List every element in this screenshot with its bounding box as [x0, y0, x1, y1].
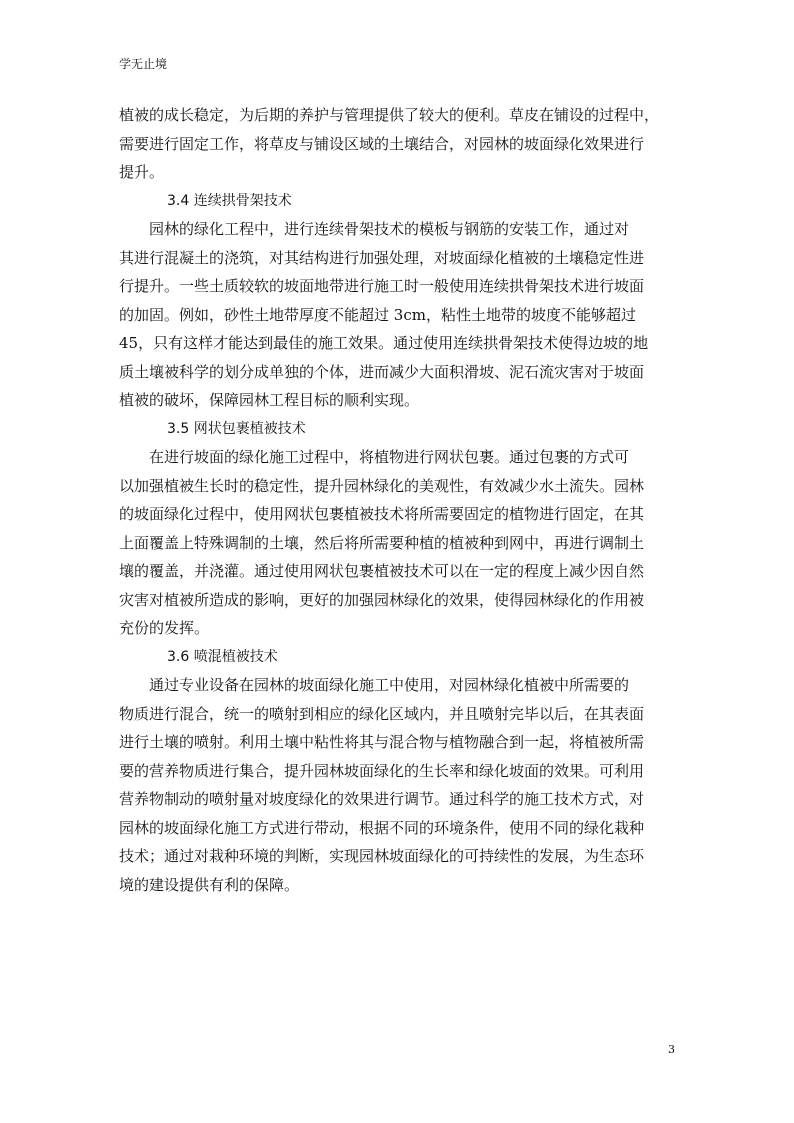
text-line: 进行土壤的喷射。利用土壤中粘性将其与混合物与植物融合到一起，将植被所需	[119, 733, 645, 751]
text-line: 45，只有这样才能达到最佳的施工效果。通过使用连续拱骨架技术使得边坡的地	[119, 334, 649, 352]
page-header: 学无止境	[119, 57, 168, 71]
text-line: 的坡面绿化过程中，使用网状包裹植被技术将所需要固定的植物进行固定，在其	[119, 505, 645, 523]
text-line: 植被的成长稳定，为后期的养护与管理提供了较大的便利。草皮在铺设的过程中，	[119, 106, 660, 124]
text-line: 通过专业设备在园林的坡面绿化施工中使用，对园林绿化植被中所需要的	[149, 676, 630, 694]
text-line: 园林的绿化工程中，进行连续骨架技术的模板与钢筋的安装工作，通过对	[149, 220, 630, 238]
text-line: 在进行坡面的绿化施工过程中，将植物进行网状包裹。通过包裹的方式可	[149, 448, 630, 466]
text-line: 其进行混凝土的浇筑，对其结构进行加强处理，对坡面绿化植被的土壤稳定性进	[119, 248, 645, 267]
section-heading: 3.5 网状包裹植被技术	[167, 420, 306, 437]
text-line: 质土壤被科学的划分成单独的个体，进而减少大面积滑坡、泥石流灾害对于坡面	[119, 362, 645, 381]
text-line: 以加强植被生长时的稳定性，提升园林绿化的美观性，有效减少水土流失。园林	[119, 476, 645, 495]
text-line: 壤的覆盖，并浇灌。通过使用网状包裹植被技术可以在一定的程度上减少因自然	[119, 562, 645, 580]
section-heading: 3.6 喷混植被技术	[167, 648, 278, 665]
text-line: 行提升。一些土质较软的坡面地带进行施工时一般使用连续拱骨架技术进行坡面	[119, 277, 645, 295]
document-body	[119, 101, 679, 899]
section-heading: 3.4 连续拱骨架技术	[167, 192, 292, 209]
text-line: 园林的坡面绿化施工方式进行带动，根据不同的环境条件，使用不同的绿化栽种	[119, 818, 645, 837]
text-line: 上面覆盖上特殊调制的土壤，然后将所需要种植的植被种到网中，再进行调制土	[119, 533, 645, 552]
text-line: 技术；通过对栽种环境的判断，实现园林坡面绿化的可持续性的发展，为生态环	[119, 847, 645, 865]
text-line: 物质进行混合，统一的喷射到相应的绿化区域内，并且喷射完毕以后，在其表面	[119, 704, 645, 723]
page-number: 3	[668, 1043, 675, 1056]
text-line: 灾害对植被所造成的影响，更好的加强园林绿化的效果，使得园林绿化的作用被	[119, 590, 645, 609]
text-line: 的加固。例如，砂性土地带厚度不能超过 3cm，粘性土地带的坡度不能够超过	[119, 305, 636, 324]
text-line: 充份的发挥。	[119, 619, 210, 637]
text-line: 境的建设提供有利的保障。	[119, 875, 300, 894]
text-line: 植被的破坏，保障园林工程目标的顺利实现。	[119, 391, 420, 409]
text-line: 需要进行固定工作，将草皮与铺设区域的土壤结合，对园林的坡面绿化效果进行	[119, 134, 645, 153]
text-line: 要的营养物质进行集合，提升园林坡面绿化的生长率和绿化坡面的效果。可利用	[119, 761, 645, 780]
text-line: 提升。	[119, 163, 165, 181]
text-line: 营养物制动的喷射量对坡度绿化的效果进行调节。通过科学的施工技术方式，对	[119, 790, 645, 808]
